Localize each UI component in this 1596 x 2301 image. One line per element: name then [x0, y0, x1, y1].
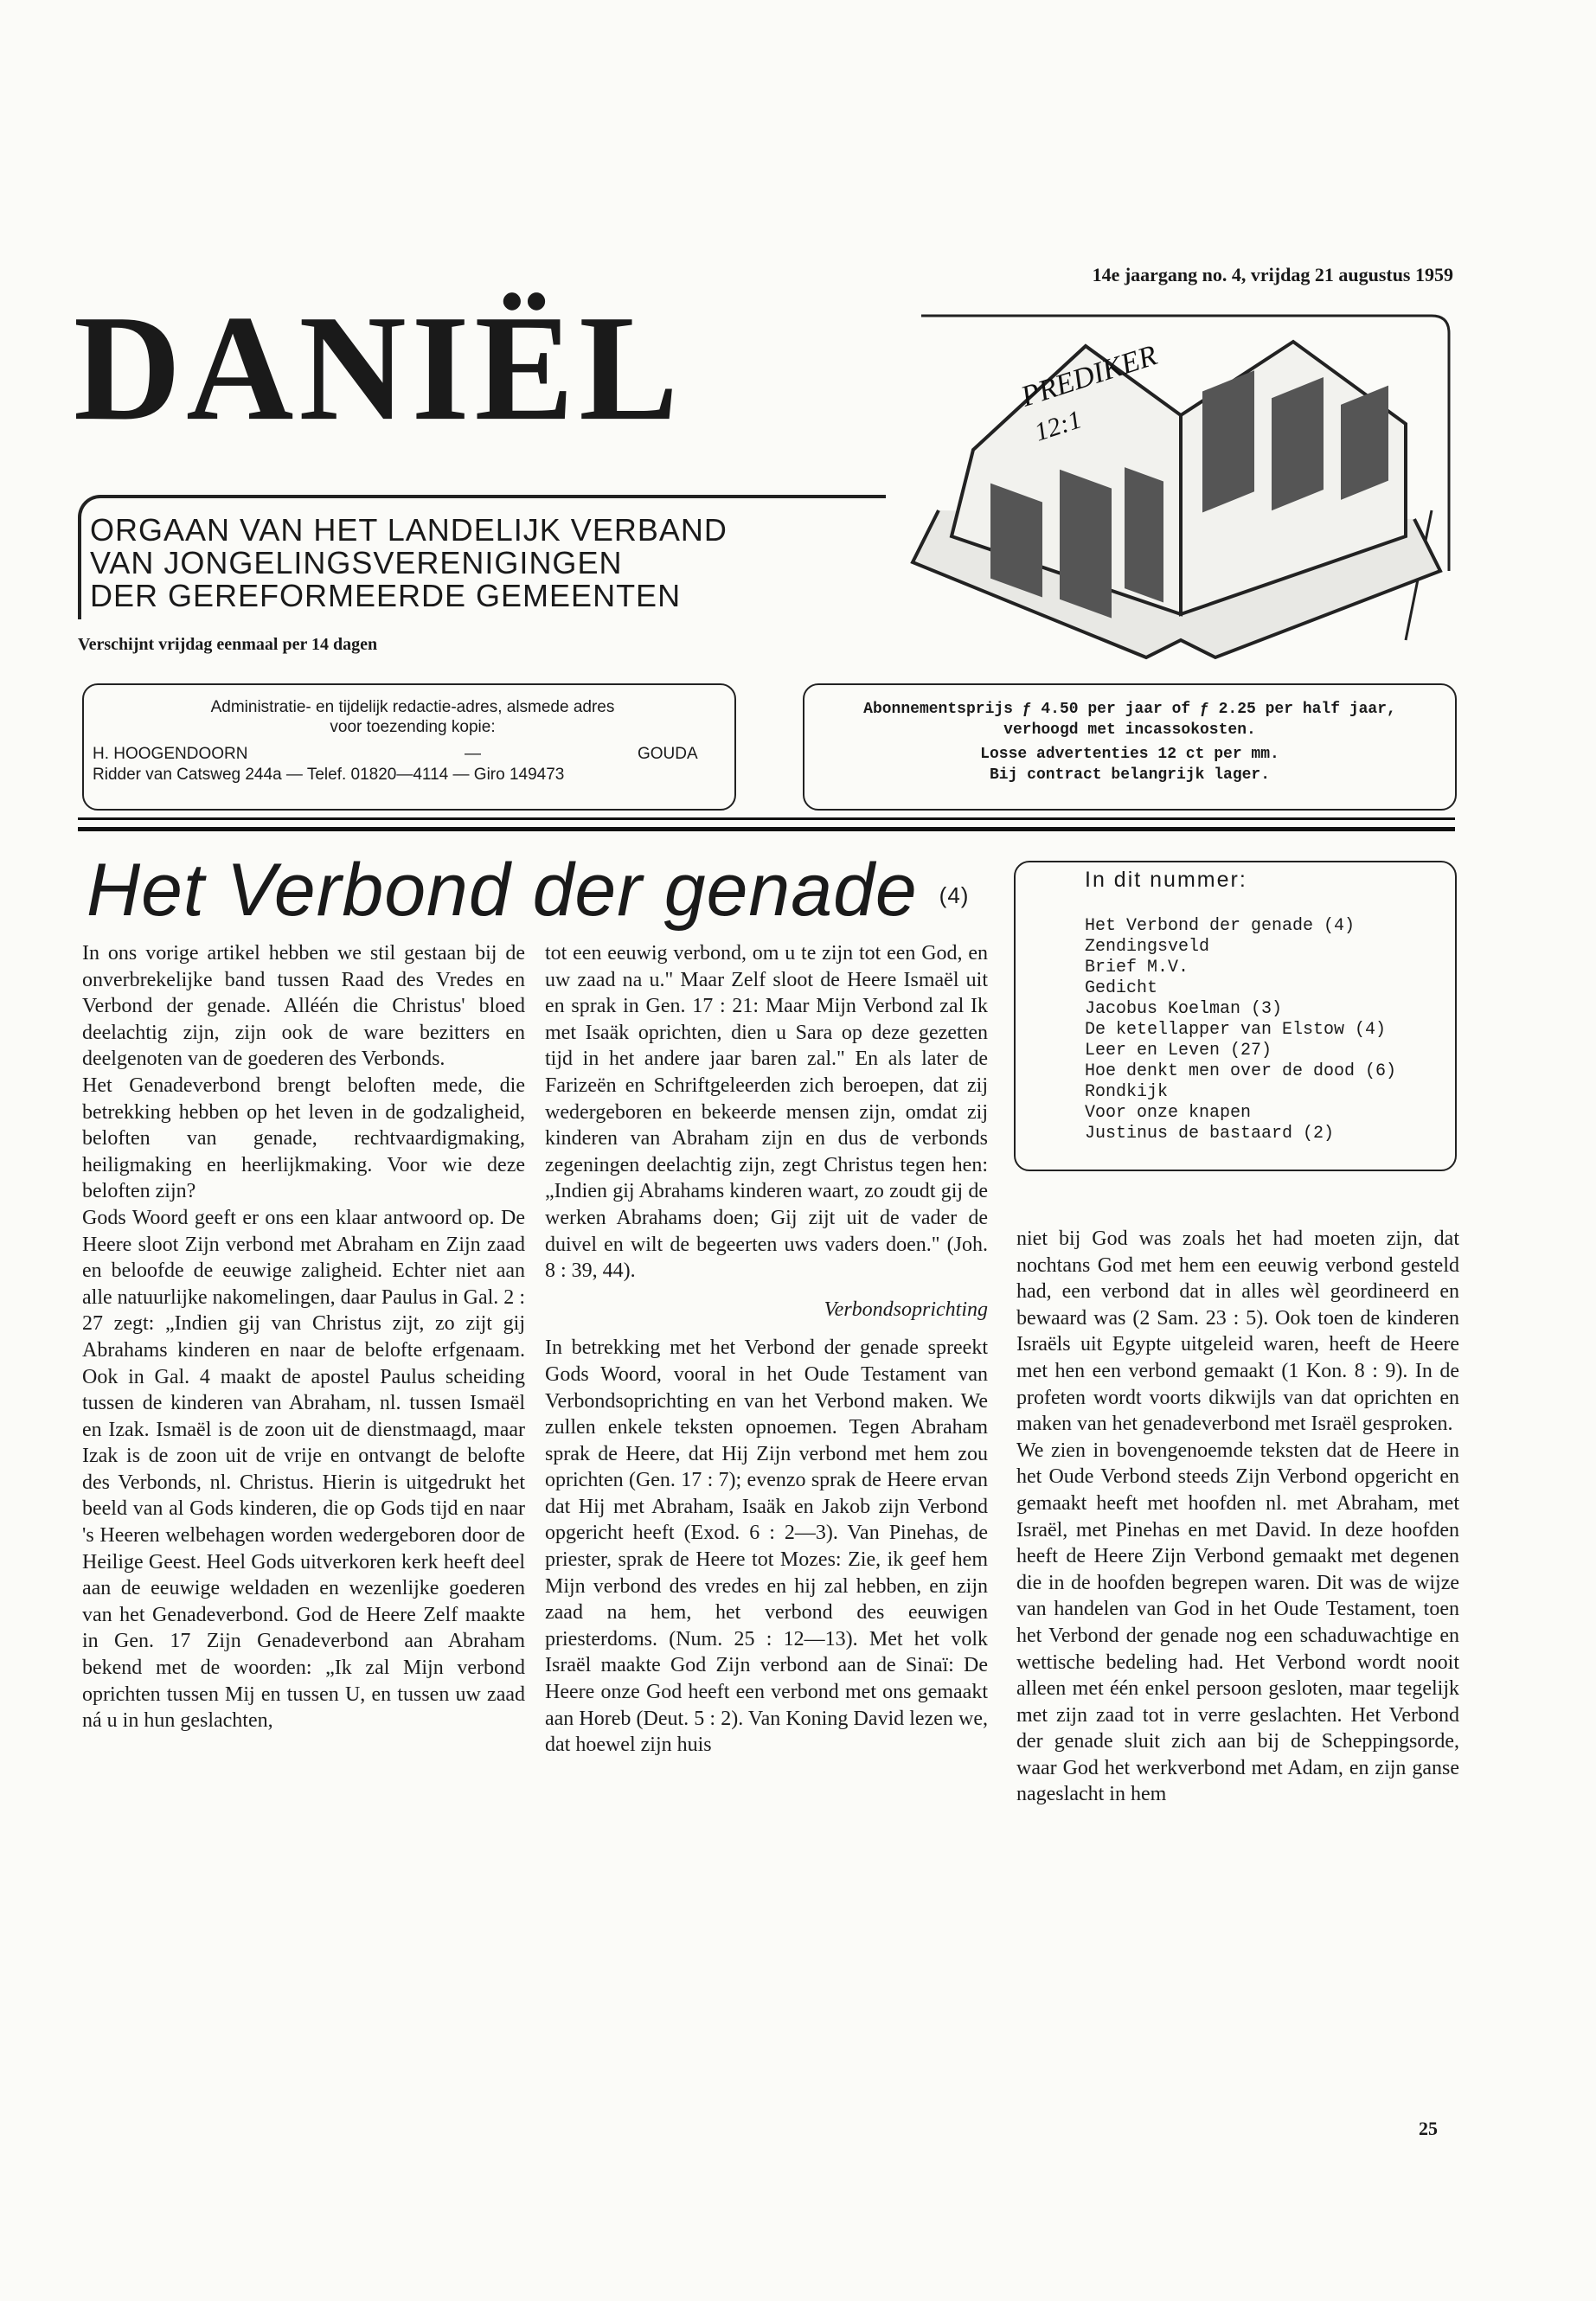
- page-number: 25: [1419, 2118, 1438, 2139]
- admin-city: GOUDA: [638, 745, 698, 763]
- article-title-text: Het Verbond der genade: [87, 849, 918, 932]
- admin-address: Ridder van Catsweg 244a — Telef. 01820—4114 — Giro 149473: [93, 766, 565, 784]
- paragraph: niet bij God was zoals het had moeten zijn, dat nochtans God met hem een eeuwig verbond gesteld had, een verbond dat in alles wèl geordineerd en bewaard was (2 Sam. 23 : 5). Ook toen de kinderen Israëls uit Egypte uitgeleid waren, heeft de Heere met hen een verbond gemaakt (1 Kon. 8 : 9). In de profeten wordt voorts dikwijls van dat oprichten en maken van het genadeverbond met Israël gesproken.: [1016, 1227, 1459, 1436]
- subscription-line-3: Losse advertenties 12 ct per mm.: [980, 746, 1279, 763]
- subscription-line-1: Abonnementsprijs ƒ 4.50 per jaar of ƒ 2.25 per half jaar,: [863, 701, 1396, 718]
- paragraph: Gods Woord geeft er ons een klaar antwoord op. De Heere sloot Zijn verbond met Abraham en Zijn zaad en beloofde de eeuwige zaligheid. Echter niet aan alle natuurlijke nakomelingen, daar Paulus in Gal. 2 : 27 zegt: „Indien gij van Christus zijt, zo zijt gij Abrahams kinderen en naar de belofte erfgenaam. Ook in Gal. 4 maakt de apostel Paulus scheiding tussen de kinderen van Abraham, nl. tussen Ismaël en Izak. Ismaël is de zoon uit de dienstmaagd, maar Izak is de zoon uit de vrije en ontvangt de belofte des Verbonds, nl. Christus. Hierin is uitgedrukt het beeld van al Gods kinderen, die op Gods tijd en naar 's Heeren welbehagen worden wedergeboren door de Heilige Geest. Heel Gods uitverkoren kerk heeft deel aan de eeuwige weldaden en wezenlijke goederen van het Genadeverbond. God de Heere Zelf maakte in Gen. 17 Zijn Genadeverbond aan Abraham bekend met de woorden: „Ik zal Mijn verbond oprichten tussen Mij en tussen U, en tussen uw zaad ná u in hun geslachten,: [82, 1206, 525, 1733]
- toc-list: [1085, 916, 1396, 1144]
- header-divider: [78, 817, 1455, 831]
- administration-box: [82, 683, 736, 811]
- admin-line-2: voor toezending kopie:: [330, 718, 496, 736]
- article-column-2: [545, 940, 988, 1759]
- paragraph: tot een eeuwig verbond, om u te zijn tot een God, en uw zaad na u." Maar Zelf sloot de Heere Ismaël uit en sprak in Gen. 17 : 21: Maar Mijn Verbond zal Ik met Isaäk oprichten, dien u Sara op deze gezetten tijd in het andere jaar baren zal." En als later de Farizeën en Schriftgeleerden zich beroepen, dat zij wedergeboren en bekeerde mensen zijn, omdat zij kinderen van Abraham zijn en dus de verbonds zegeningen deelachtig zijn, zegt Christus tegen hen: „Indien gij Abrahams kinderen waart, zo zoudt gij de werken Abrahams doen; Gij zijt uit de vader de duivel en wilt de begeerten uws vaders doen." (Joh. 8 : 39, 44).: [545, 942, 988, 1283]
- paragraph: We zien in bovengenoemde teksten dat de Heere in het Oude Verbond steeds Zijn Verbond opgericht en gemaakt heeft met hoofden nl. met Abraham, met Israël, met Pinehas en met David. In deze hoofden heeft de Heere Zijn Verbond gemaakt met degenen die in de hoofden begrepen waren. Dit was de wijze van handelen van God in het Oude Testament, toen het Verbond der genade nog een schaduwachtige en wettische bedeling had. Het Verbond wordt nooit alleen met één enkel persoon gesloten, maar tegelijk met zijn zaad tot in verre geslachten. Het Verbond der genade sluit zich aan bij de Scheppingsorde, waar God het werkverbond met Adam, en zijn ganse nageslacht in hem: [1016, 1439, 1459, 1806]
- subscription-line-2: verhoogd met incassokosten.: [1003, 721, 1256, 739]
- admin-line-1: Administratie- en tijdelijk redactie-adres, alsmede adres: [210, 698, 615, 716]
- toc-item: Zendingsveld: [1085, 937, 1210, 957]
- article-column-3: [1016, 1226, 1459, 1808]
- article-part: (4): [939, 881, 970, 908]
- table-of-contents: [1014, 861, 1457, 1171]
- toc-item: De ketellapper van Elstow (4): [1085, 1020, 1387, 1040]
- paragraph: Het Genadeverbond brengt beloften mede, die betrekking hebben op het leven in de godzaligheid, beloften van genade, rechtvaardigmaking, heiligmaking en heerlijkmaking. Voor wie deze beloften zijn?: [82, 1074, 525, 1203]
- toc-item: Hoe denkt men over de dood (6): [1085, 1061, 1397, 1081]
- book-label-verse: 12:1: [1030, 405, 1086, 447]
- subscription-line-4: Bij contract belangrijk lager.: [989, 766, 1271, 784]
- admin-dash: —: [465, 745, 481, 763]
- article-column-1: [82, 940, 525, 1734]
- org-line-2: VAN JONGELINGSVERENIGINGEN: [90, 545, 623, 580]
- section-subheading: Verbondsoprichting: [824, 1298, 988, 1321]
- toc-item: Justinus de bastaard (2): [1085, 1124, 1335, 1144]
- toc-item: Het Verbond der genade (4): [1085, 916, 1356, 936]
- toc-item: Rondkijk: [1085, 1082, 1169, 1102]
- org-line-1: ORGAAN VAN HET LANDELIJK VERBAND: [90, 512, 727, 548]
- toc-item: Jacobus Koelman (3): [1085, 999, 1283, 1019]
- toc-item: Leer en Leven (27): [1085, 1041, 1272, 1061]
- open-bible-illustration: [887, 294, 1458, 675]
- paragraph: In betrekking met het Verbond der genade spreekt Gods Woord, vooral in het Oude Testament van Verbondsoprichting en van het Verbond maken. We zullen enkele teksten opnoemen. Tegen Abraham sprak de Heere, dat Hij Zijn verbond met hem zou oprichten (Gen. 17 : 7); evenzo sprak de Heere ervan dat Hij met Abraham, Isaäk en Jakob zijn Verbond opgericht heeft (Exod. 6 : 2—3). Van Pinehas, de priester, sprak de Heere tot Mozes: Zie, ik geef hem Mijn verbond des vredes en hij zal hebben, en zijn zaad na hem, het verbond des eeuwigen priesterdoms. (Num. 25 : 12—13). Met het volk Israël maakte God Zijn verbond aan de Sinaï: De Heere onze God heeft een verbond met ons gemaakt aan Horeb (Deut. 5 : 2). Van Koning David lezen we, dat hoewel zijn huis: [545, 1336, 988, 1757]
- toc-item: Voor onze knapen: [1085, 1103, 1252, 1123]
- publication-frequency: Verschijnt vrijdag eenmaal per 14 dagen: [78, 635, 378, 654]
- org-line-3: DER GEREFORMEERDE GEMEENTEN: [90, 578, 682, 613]
- toc-heading: In dit nummer:: [1085, 868, 1247, 892]
- toc-item: Brief M.V.: [1085, 958, 1189, 977]
- article-title: [87, 848, 969, 933]
- paragraph: In ons vorige artikel hebben we stil gestaan bij de onverbrekelijke band tussen Raad des Vredes en Verbond der genade. Alléén die Christus' bloed deelachtig zijn, zijn ook de ware bezitters en deelgenoten van de goederen des Verbonds.: [82, 942, 525, 1071]
- toc-item: Gedicht: [1085, 978, 1158, 998]
- subscription-box: [803, 683, 1457, 811]
- admin-name: H. HOOGENDOORN: [93, 745, 248, 763]
- masthead-title: DANIËL: [74, 285, 684, 452]
- book-label-prediker: PREDIKER: [1017, 339, 1161, 413]
- issue-line: 14e jaargang no. 4, vrijdag 21 augustus 1959: [1092, 264, 1453, 285]
- organization-box: [78, 495, 886, 619]
